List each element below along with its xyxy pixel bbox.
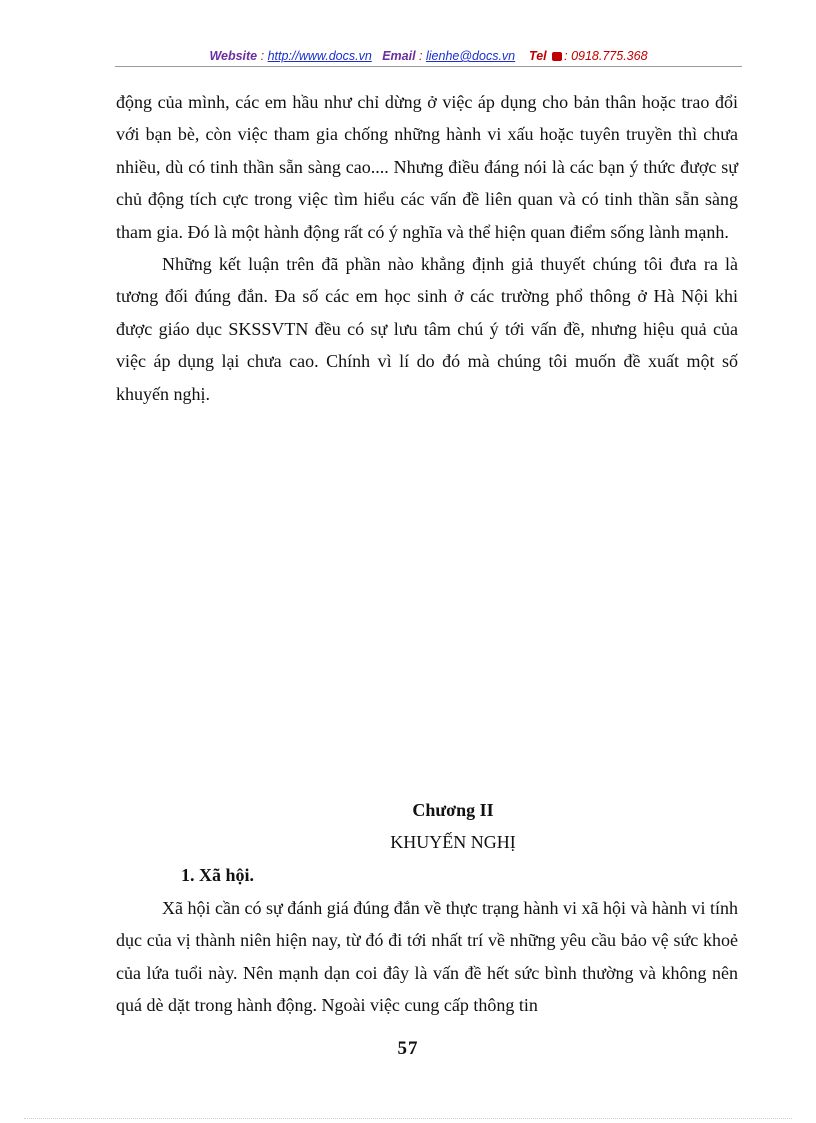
tel-value: : 0918.775.368 bbox=[564, 49, 648, 63]
paragraph-2: Những kết luận trên đã phần nào khẳng định giả thuyết chúng tôi đưa ra là tương đối đúng đắn. Đa số các em học sinh ở các trường phổ thông ở Hà Nội khi được giáo dục SKSSVTN đều có sự lưu tâm chú ý tới vấn đề, nhưng hiệu quả của việc áp dụng lại chưa cao. Chính vì lí do đó mà chúng tôi muốn đề xuất một số khuyến nghị. bbox=[116, 254, 738, 404]
page-header bbox=[115, 48, 742, 67]
email-separator: : bbox=[415, 49, 426, 63]
body-text-top bbox=[116, 86, 738, 410]
paragraph-3: Xã hội cần có sự đánh giá đúng đắn về thực trạng hành vi xã hội và hành vi tính dục của vị thành niên hiện nay, từ đó đi tới nhất trí về những yêu cầu bảo vệ sức khoẻ của lứa tuổi này. Nên mạnh dạn coi đây là vấn đề hết sức bình thường và không nên quá dè dặt trong hành động. Ngoài việc cung cấp thông tin bbox=[116, 898, 738, 1016]
phone-icon bbox=[552, 52, 562, 61]
email-link[interactable]: lienhe@docs.vn bbox=[425, 49, 516, 63]
website-label: Website bbox=[209, 49, 258, 63]
chapter-title: Chương II bbox=[412, 800, 494, 820]
chapter-subtitle: KHUYẾN NGHỊ bbox=[390, 832, 516, 852]
section-heading: 1. Xã hội. bbox=[181, 865, 255, 885]
tel-label: Tel bbox=[529, 49, 547, 63]
footer-divider bbox=[24, 1118, 792, 1119]
paragraph-1: động của mình, các em hầu như chỉ dừng ở việc áp dụng cho bản thân hoặc trao đổi với bạn bè, còn việc tham gia chống những hành vi xấu hoặc tuyên truyền thì chưa nhiều, dù có tinh thần sẵn sàng cao.... Nhưng điều đáng nói là các bạn ý thức được sự chủ động tích cực trong việc tìm hiểu các vấn đề liên quan và có tinh thần sẵn sàng tham gia. Đó là một hành động rất có ý nghĩa và thể hiện quan điểm sống lành mạnh. bbox=[116, 92, 738, 242]
website-link[interactable]: http://www.docs.vn bbox=[267, 49, 372, 63]
page-number: 57 bbox=[397, 1038, 419, 1059]
body-text-bottom bbox=[116, 892, 738, 1022]
email-label: Email bbox=[382, 49, 416, 63]
website-separator: : bbox=[257, 49, 268, 63]
